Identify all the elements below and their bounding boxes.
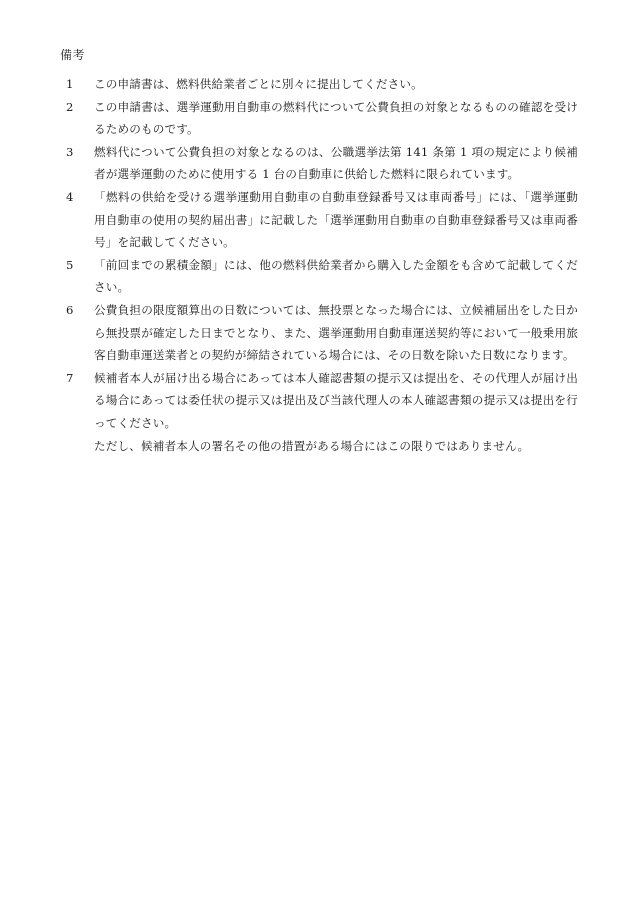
note-item-2 xyxy=(66,96,578,141)
note-number: 4 xyxy=(66,189,74,204)
note-item-4 xyxy=(66,186,578,254)
notes-list xyxy=(66,73,578,457)
note-text: 燃料代について公費負担の対象となるのは、公職選挙法第 141 条第 1 項の規定により候補者が選挙運動のために使用する 1 台の自動車に供給した燃料に限られています。 xyxy=(94,144,578,182)
note-number: 3 xyxy=(66,144,74,159)
note-text: この申請書は、選挙運動用自動車の燃料代について公費負担の対象となるものの確認を受けるためのものです。 xyxy=(94,99,578,137)
note-number: 6 xyxy=(66,302,74,317)
note-text: 候補者本人が届け出る場合にあっては本人確認書類の提示又は提出を、その代理人が届け出る場合にあっては委任状の提示又は提出及び当該代理人の本人確認書類の提示又は提出を行ってください。 xyxy=(94,370,578,430)
note-text: この申請書は、燃料供給業者ごとに別々に提出してください。 xyxy=(94,77,423,91)
note-item-7 xyxy=(66,367,578,435)
note-item-3 xyxy=(66,141,578,186)
note-item-5 xyxy=(66,254,578,299)
note-number: 7 xyxy=(66,370,74,385)
note-text: 「前回までの累積金額」には、他の燃料供給業者から購入した金額をも含めて記載してください。 xyxy=(94,257,578,295)
note-text: 公費負担の限度額算出の日数については、無投票となった場合には、立候補届出をした日から無投票が確定した日までとなり、また、選挙運動用自動車運送契約等において一般乗用旅客自動車運送業者との契約が締結されている場合には、その日数を除いた日数になります。 xyxy=(94,302,578,363)
note-number: 1 xyxy=(66,77,74,91)
note-item-7-proviso xyxy=(66,435,578,458)
note-text: 「燃料の供給を受ける選挙運動用自動車の自動車登録番号又は車両番号」には、「選挙運動用自動車の使用の契約届出書」に記載した「選挙運動用自動車の自動車登録番号又は車両番号」を記載してください。 xyxy=(94,189,578,250)
note-number: 2 xyxy=(66,99,74,114)
notes-heading: 備考 xyxy=(60,48,86,62)
note-item-6 xyxy=(66,299,578,367)
note-number: 5 xyxy=(66,257,74,272)
note-item-1 xyxy=(66,73,578,96)
note-proviso-text: ただし、候補者本人の署名その他の措置がある場合にはこの限りではありません。 xyxy=(94,438,530,453)
